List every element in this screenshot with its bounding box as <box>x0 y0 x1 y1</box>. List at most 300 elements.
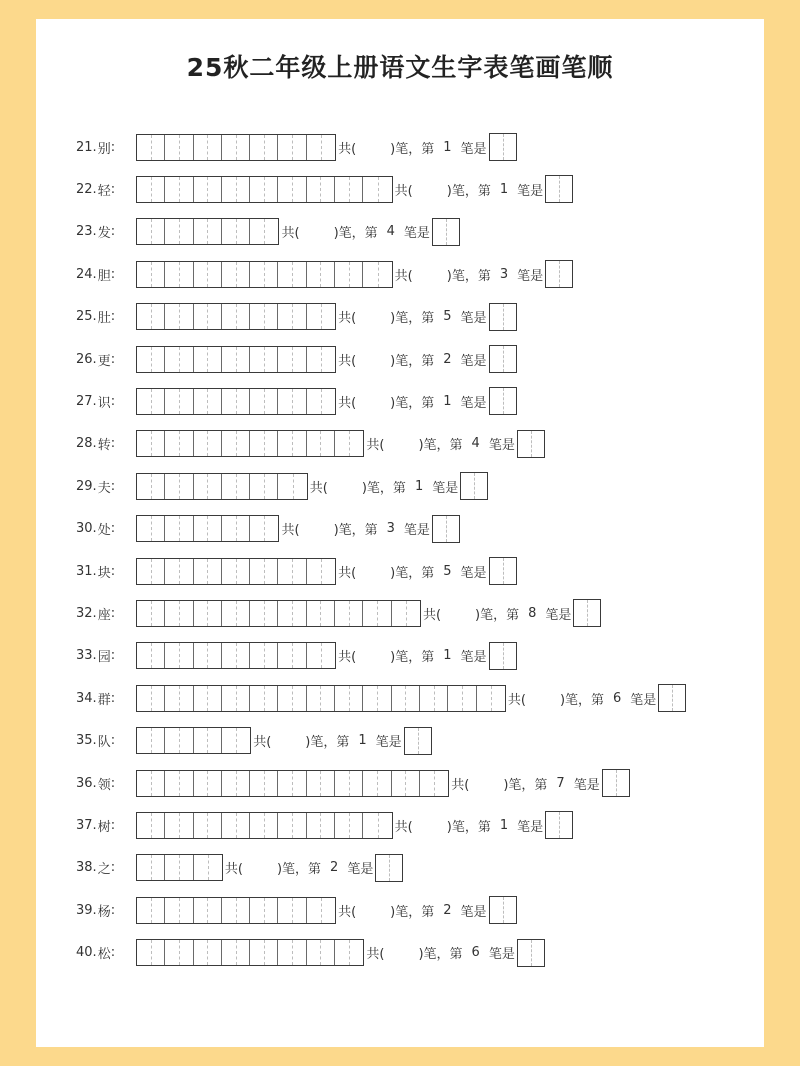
stroke-cell[interactable] <box>222 347 250 372</box>
answer-box[interactable] <box>489 345 517 373</box>
stroke-cell[interactable] <box>278 262 306 287</box>
stroke-cell[interactable] <box>137 219 165 244</box>
stroke-index: 5 <box>443 309 452 325</box>
exercise-label <box>76 858 136 877</box>
question-text <box>281 222 429 241</box>
stroke-cell[interactable] <box>307 389 335 414</box>
stroke-cell[interactable] <box>137 898 165 923</box>
label-colon: : <box>110 393 116 409</box>
stroke-cell[interactable] <box>137 262 165 287</box>
stroke-cell[interactable] <box>278 474 306 499</box>
exercise-number: 22. <box>76 181 97 197</box>
stroke-cell[interactable] <box>420 686 448 711</box>
stroke-cell[interactable] <box>363 686 391 711</box>
stroke-cell[interactable] <box>194 262 222 287</box>
stroke-cell[interactable] <box>307 304 335 329</box>
total-strokes-prefix: 共( <box>338 565 357 581</box>
target-character: 更 <box>97 353 111 369</box>
stroke-cell[interactable] <box>392 771 420 796</box>
target-character: 领 <box>97 777 111 793</box>
question-text <box>451 774 599 793</box>
exercise-row <box>76 386 517 416</box>
target-character: 别 <box>97 141 111 157</box>
stroke-order-prefix: )笔，第 <box>390 395 435 411</box>
stroke-cell[interactable] <box>250 940 278 965</box>
stroke-cell[interactable] <box>278 771 306 796</box>
stroke-cell[interactable] <box>477 686 505 711</box>
exercise-number: 26. <box>76 351 97 367</box>
exercise-number: 31. <box>76 563 97 579</box>
stroke-cell[interactable] <box>278 559 306 584</box>
exercise-row <box>76 174 573 204</box>
stroke-cell[interactable] <box>165 262 193 287</box>
stroke-cell[interactable] <box>307 262 335 287</box>
stroke-cell[interactable] <box>307 431 335 456</box>
stroke-order-suffix: 笔是 <box>460 650 487 666</box>
stroke-writing-grid[interactable] <box>136 261 393 288</box>
label-colon: : <box>110 224 116 240</box>
stroke-cell[interactable] <box>250 304 278 329</box>
stroke-cell[interactable] <box>278 898 306 923</box>
stroke-order-prefix: )笔，第 <box>446 268 491 284</box>
stroke-writing-grid[interactable] <box>136 642 336 669</box>
stroke-cell[interactable] <box>137 347 165 372</box>
stroke-cell[interactable] <box>448 686 476 711</box>
stroke-cell[interactable] <box>278 813 306 838</box>
label-colon: : <box>110 860 116 876</box>
stroke-cell[interactable] <box>194 855 222 880</box>
stroke-cell[interactable] <box>250 686 278 711</box>
answer-box[interactable] <box>545 260 573 288</box>
answer-box[interactable] <box>404 727 432 755</box>
question-text <box>281 519 429 538</box>
stroke-cell[interactable] <box>194 431 222 456</box>
stroke-cell[interactable] <box>278 431 306 456</box>
total-strokes-prefix: 共( <box>338 141 357 157</box>
stroke-cell[interactable] <box>194 686 222 711</box>
stroke-cell[interactable] <box>307 940 335 965</box>
total-strokes-prefix: 共( <box>309 480 328 496</box>
stroke-cell[interactable] <box>194 643 222 668</box>
question-text <box>338 307 486 326</box>
exercise-number: 27. <box>76 393 97 409</box>
exercise-row <box>76 810 573 840</box>
stroke-cell[interactable] <box>222 516 250 541</box>
stroke-cell[interactable] <box>250 219 278 244</box>
stroke-cell[interactable] <box>222 135 250 160</box>
stroke-cell[interactable] <box>137 601 165 626</box>
stroke-index: 4 <box>386 224 395 240</box>
stroke-order-prefix: )笔，第 <box>390 904 435 920</box>
stroke-cell[interactable] <box>165 219 193 244</box>
exercise-label <box>76 222 136 241</box>
stroke-cell[interactable] <box>250 347 278 372</box>
stroke-cell[interactable] <box>278 135 306 160</box>
stroke-cell[interactable] <box>250 643 278 668</box>
exercise-number: 35. <box>76 733 97 749</box>
stroke-cell[interactable] <box>335 262 363 287</box>
stroke-cell[interactable] <box>392 601 420 626</box>
stroke-cell[interactable] <box>165 474 193 499</box>
stroke-cell[interactable] <box>278 686 306 711</box>
exercise-number: 34. <box>76 690 97 706</box>
stroke-writing-grid[interactable] <box>136 770 449 797</box>
stroke-cell[interactable] <box>194 347 222 372</box>
total-strokes-prefix: 共( <box>451 777 470 793</box>
exercise-number: 21. <box>76 139 97 155</box>
stroke-cell[interactable] <box>278 347 306 372</box>
stroke-cell[interactable] <box>165 940 193 965</box>
exercise-label <box>76 943 136 962</box>
exercise-number: 29. <box>76 478 97 494</box>
stroke-cell[interactable] <box>194 474 222 499</box>
target-character: 园 <box>97 650 111 666</box>
stroke-order-suffix: 笔是 <box>573 777 600 793</box>
exercise-label <box>76 689 136 708</box>
stroke-index: 5 <box>443 563 452 579</box>
stroke-cell[interactable] <box>250 559 278 584</box>
stroke-writing-grid[interactable] <box>136 346 336 373</box>
stroke-cell[interactable] <box>222 686 250 711</box>
stroke-cell[interactable] <box>250 771 278 796</box>
stroke-cell[interactable] <box>392 686 420 711</box>
answer-box[interactable] <box>489 387 517 415</box>
stroke-index: 2 <box>443 351 452 367</box>
exercise-label <box>76 519 136 538</box>
stroke-cell[interactable] <box>194 177 222 202</box>
stroke-order-prefix: )笔，第 <box>390 353 435 369</box>
total-strokes-prefix: 共( <box>338 650 357 666</box>
stroke-cell[interactable] <box>278 389 306 414</box>
stroke-cell[interactable] <box>137 813 165 838</box>
exercise-row <box>76 429 545 459</box>
stroke-order-prefix: )笔，第 <box>361 480 406 496</box>
stroke-writing-grid[interactable] <box>136 939 364 966</box>
stroke-writing-grid[interactable] <box>136 218 279 245</box>
stroke-cell[interactable] <box>250 813 278 838</box>
stroke-index: 1 <box>443 393 452 409</box>
label-colon: : <box>110 902 116 918</box>
target-character: 队 <box>97 735 111 751</box>
exercise-number: 25. <box>76 309 97 325</box>
exercise-number: 32. <box>76 605 97 621</box>
stroke-cell[interactable] <box>194 304 222 329</box>
stroke-cell[interactable] <box>165 728 193 753</box>
stroke-cell[interactable] <box>335 940 363 965</box>
total-strokes-prefix: 共( <box>394 268 413 284</box>
stroke-cell[interactable] <box>335 813 363 838</box>
stroke-order-prefix: )笔，第 <box>390 565 435 581</box>
stroke-cell[interactable] <box>165 177 193 202</box>
question-text <box>225 858 373 877</box>
stroke-index: 8 <box>528 605 537 621</box>
answer-box[interactable] <box>489 133 517 161</box>
stroke-cell[interactable] <box>278 177 306 202</box>
stroke-order-suffix: 笔是 <box>488 438 515 454</box>
answer-box[interactable] <box>489 303 517 331</box>
exercise-number: 23. <box>76 224 97 240</box>
stroke-cell[interactable] <box>137 389 165 414</box>
exercise-row <box>76 598 601 628</box>
exercise-label <box>76 307 136 326</box>
stroke-cell[interactable] <box>335 771 363 796</box>
question-text <box>338 562 486 581</box>
stroke-writing-grid[interactable] <box>136 727 251 754</box>
stroke-cell[interactable] <box>222 304 250 329</box>
stroke-cell[interactable] <box>222 262 250 287</box>
stroke-cell[interactable] <box>222 813 250 838</box>
answer-box[interactable] <box>432 218 460 246</box>
total-strokes-prefix: 共( <box>366 438 385 454</box>
stroke-order-suffix: 笔是 <box>460 353 487 369</box>
stroke-cell[interactable] <box>363 771 391 796</box>
stroke-cell[interactable] <box>250 474 278 499</box>
stroke-order-suffix: 笔是 <box>488 947 515 963</box>
answer-box[interactable] <box>658 684 686 712</box>
stroke-cell[interactable] <box>363 262 391 287</box>
exercise-row <box>76 302 517 332</box>
stroke-writing-grid[interactable] <box>136 430 364 457</box>
stroke-cell[interactable] <box>137 474 165 499</box>
stroke-cell[interactable] <box>222 898 250 923</box>
stroke-cell[interactable] <box>250 898 278 923</box>
question-text <box>338 138 486 157</box>
exercise-row <box>76 344 517 374</box>
exercise-label <box>76 180 136 199</box>
stroke-order-suffix: 笔是 <box>403 226 430 242</box>
stroke-writing-grid[interactable] <box>136 897 336 924</box>
answer-box[interactable] <box>375 854 403 882</box>
exercise-label <box>76 350 136 369</box>
answer-box[interactable] <box>489 642 517 670</box>
total-strokes-prefix: 共( <box>338 904 357 920</box>
stroke-writing-grid[interactable] <box>136 600 421 627</box>
stroke-cell[interactable] <box>250 262 278 287</box>
label-colon: : <box>110 690 116 706</box>
question-text <box>338 350 486 369</box>
stroke-cell[interactable] <box>165 898 193 923</box>
label-colon: : <box>110 521 116 537</box>
stroke-cell[interactable] <box>278 940 306 965</box>
stroke-writing-grid[interactable] <box>136 473 308 500</box>
stroke-cell[interactable] <box>278 601 306 626</box>
total-strokes-prefix: 共( <box>394 819 413 835</box>
stroke-cell[interactable] <box>194 771 222 796</box>
stroke-cell[interactable] <box>363 601 391 626</box>
stroke-cell[interactable] <box>137 516 165 541</box>
label-colon: : <box>110 775 116 791</box>
stroke-cell[interactable] <box>363 813 391 838</box>
exercise-label <box>76 816 136 835</box>
stroke-cell[interactable] <box>165 771 193 796</box>
stroke-cell[interactable] <box>137 771 165 796</box>
stroke-cell[interactable] <box>307 898 335 923</box>
stroke-cell[interactable] <box>194 559 222 584</box>
stroke-cell[interactable] <box>165 855 193 880</box>
stroke-order-prefix: )笔，第 <box>333 226 378 242</box>
stroke-cell[interactable] <box>307 771 335 796</box>
stroke-cell[interactable] <box>307 177 335 202</box>
stroke-order-prefix: )笔，第 <box>418 947 463 963</box>
stroke-cell[interactable] <box>307 643 335 668</box>
stroke-writing-grid[interactable] <box>136 685 506 712</box>
stroke-cell[interactable] <box>335 431 363 456</box>
stroke-cell[interactable] <box>222 474 250 499</box>
answer-box[interactable] <box>489 896 517 924</box>
exercise-label <box>76 774 136 793</box>
stroke-cell[interactable] <box>137 431 165 456</box>
stroke-cell[interactable] <box>137 643 165 668</box>
stroke-cell[interactable] <box>137 940 165 965</box>
stroke-writing-grid[interactable] <box>136 134 336 161</box>
target-character: 松 <box>97 947 111 963</box>
stroke-cell[interactable] <box>250 516 278 541</box>
stroke-cell[interactable] <box>194 601 222 626</box>
label-colon: : <box>110 478 116 494</box>
question-text <box>423 604 571 623</box>
stroke-cell[interactable] <box>194 898 222 923</box>
stroke-cell[interactable] <box>165 686 193 711</box>
target-character: 肚 <box>97 311 111 327</box>
stroke-cell[interactable] <box>165 601 193 626</box>
stroke-cell[interactable] <box>194 516 222 541</box>
exercise-row <box>76 768 630 798</box>
stroke-cell[interactable] <box>165 813 193 838</box>
answer-box[interactable] <box>460 472 488 500</box>
answer-box[interactable] <box>602 769 630 797</box>
stroke-cell[interactable] <box>278 643 306 668</box>
stroke-cell[interactable] <box>222 643 250 668</box>
stroke-cell[interactable] <box>250 431 278 456</box>
stroke-cell[interactable] <box>137 686 165 711</box>
stroke-cell[interactable] <box>250 177 278 202</box>
exercise-label <box>76 138 136 157</box>
stroke-cell[interactable] <box>307 601 335 626</box>
stroke-cell[interactable] <box>307 347 335 372</box>
exercise-number: 28. <box>76 436 97 452</box>
target-character: 块 <box>97 565 111 581</box>
stroke-cell[interactable] <box>194 728 222 753</box>
stroke-cell[interactable] <box>165 389 193 414</box>
total-strokes-prefix: 共( <box>224 862 243 878</box>
target-character: 群 <box>97 692 111 708</box>
answer-box[interactable] <box>489 557 517 585</box>
stroke-cell[interactable] <box>222 940 250 965</box>
exercise-number: 38. <box>76 860 97 876</box>
exercise-label <box>76 604 136 623</box>
stroke-cell[interactable] <box>137 304 165 329</box>
answer-box[interactable] <box>432 515 460 543</box>
stroke-cell[interactable] <box>278 304 306 329</box>
stroke-cell[interactable] <box>250 601 278 626</box>
stroke-cell[interactable] <box>137 559 165 584</box>
target-character: 树 <box>97 819 111 835</box>
exercise-row <box>76 556 517 586</box>
label-colon: : <box>110 436 116 452</box>
stroke-cell[interactable] <box>363 177 391 202</box>
stroke-cell[interactable] <box>194 135 222 160</box>
label-colon: : <box>110 733 116 749</box>
stroke-cell[interactable] <box>335 686 363 711</box>
answer-box[interactable] <box>545 811 573 839</box>
stroke-cell[interactable] <box>137 855 165 880</box>
stroke-cell[interactable] <box>137 728 165 753</box>
label-colon: : <box>110 605 116 621</box>
target-character: 杨 <box>97 904 111 920</box>
stroke-cell[interactable] <box>307 686 335 711</box>
question-text <box>395 180 543 199</box>
target-character: 座 <box>97 607 111 623</box>
stroke-cell[interactable] <box>165 347 193 372</box>
stroke-index: 3 <box>386 521 395 537</box>
stroke-cell[interactable] <box>420 771 448 796</box>
stroke-cell[interactable] <box>222 771 250 796</box>
answer-box[interactable] <box>545 175 573 203</box>
stroke-cell[interactable] <box>165 559 193 584</box>
exercise-row <box>76 259 573 289</box>
stroke-order-suffix: 笔是 <box>432 480 459 496</box>
stroke-cell[interactable] <box>222 559 250 584</box>
stroke-cell[interactable] <box>335 601 363 626</box>
stroke-cell[interactable] <box>165 135 193 160</box>
exercise-label <box>76 562 136 581</box>
stroke-cell[interactable] <box>165 304 193 329</box>
stroke-cell[interactable] <box>194 940 222 965</box>
stroke-cell[interactable] <box>222 389 250 414</box>
stroke-cell[interactable] <box>194 219 222 244</box>
stroke-cell[interactable] <box>194 813 222 838</box>
total-strokes-prefix: 共( <box>281 226 300 242</box>
stroke-cell[interactable] <box>137 177 165 202</box>
stroke-order-suffix: 笔是 <box>545 607 572 623</box>
exercise-row <box>76 217 460 247</box>
stroke-cell[interactable] <box>222 177 250 202</box>
stroke-cell[interactable] <box>222 601 250 626</box>
exercise-number: 39. <box>76 902 97 918</box>
stroke-cell[interactable] <box>222 431 250 456</box>
answer-box[interactable] <box>517 430 545 458</box>
stroke-cell[interactable] <box>307 559 335 584</box>
stroke-cell[interactable] <box>165 643 193 668</box>
stroke-writing-grid[interactable] <box>136 303 336 330</box>
stroke-writing-grid[interactable] <box>136 176 393 203</box>
stroke-cell[interactable] <box>137 135 165 160</box>
stroke-cell[interactable] <box>222 219 250 244</box>
stroke-cell[interactable] <box>194 389 222 414</box>
stroke-cell[interactable] <box>307 813 335 838</box>
stroke-cell[interactable] <box>307 135 335 160</box>
stroke-writing-grid[interactable] <box>136 515 279 542</box>
answer-box[interactable] <box>517 939 545 967</box>
stroke-cell[interactable] <box>165 516 193 541</box>
stroke-cell[interactable] <box>250 135 278 160</box>
stroke-order-prefix: )笔，第 <box>503 777 548 793</box>
stroke-cell[interactable] <box>165 431 193 456</box>
stroke-index: 1 <box>358 733 367 749</box>
stroke-writing-grid[interactable] <box>136 854 223 881</box>
stroke-order-suffix: 笔是 <box>630 692 657 708</box>
stroke-order-prefix: )笔，第 <box>446 819 491 835</box>
stroke-order-suffix: 笔是 <box>460 141 487 157</box>
stroke-cell[interactable] <box>222 728 250 753</box>
answer-box[interactable] <box>573 599 601 627</box>
total-strokes-prefix: 共( <box>422 607 442 623</box>
stroke-writing-grid[interactable] <box>136 558 336 585</box>
stroke-cell[interactable] <box>335 177 363 202</box>
stroke-cell[interactable] <box>250 389 278 414</box>
stroke-writing-grid[interactable] <box>136 812 393 839</box>
stroke-writing-grid[interactable] <box>136 388 336 415</box>
